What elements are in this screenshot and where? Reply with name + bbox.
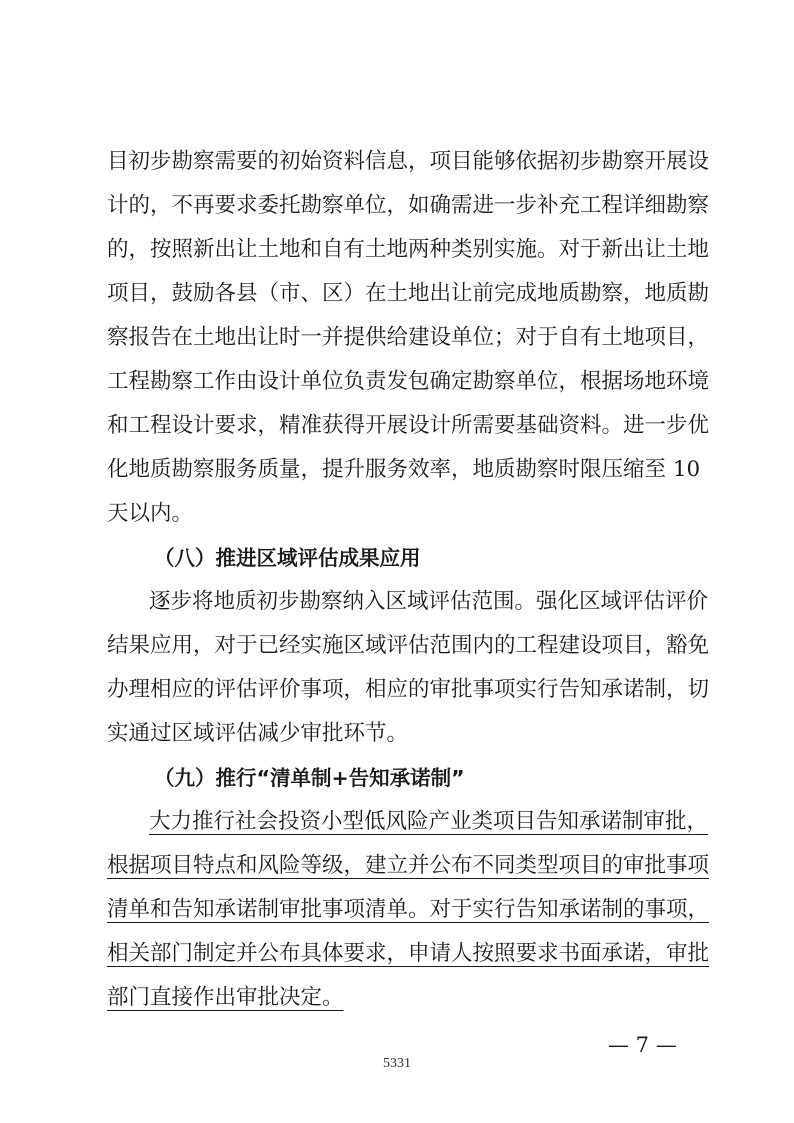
paragraph-line: 办理相应的评估评价事项，相应的审批事项实行告知承诺制，切 — [107, 677, 710, 702]
paragraph-line: 天以内。 — [107, 501, 194, 526]
paragraph-line: 察报告在土地出让时一并提供给建设单位；对于自有土地项目， — [107, 325, 710, 350]
section-heading: （九）推行“清单制+告知承诺制” — [154, 766, 465, 790]
paragraph-line: 目初步勘察需要的初始资料信息，项目能够依据初步勘察开展设 — [107, 149, 710, 174]
paragraph-line: 实通过区域评估减少审批环节。 — [107, 721, 409, 746]
paragraph-line: 计的，不再要求委托勘察单位，如确需进一步补充工程详细勘察 — [107, 193, 710, 218]
paragraph-line — [149, 807, 709, 837]
section-heading: （八）推进区域评估成果应用 — [154, 546, 421, 570]
paragraph-line: 逐步将地质初步勘察纳入区域评估范围。强化区域评估评价 — [149, 589, 709, 614]
underlined-text: 清单和告知承诺制审批事项清单。对于实行告知承诺制的事项， — [107, 897, 710, 922]
underlined-text: 部门直接作出审批决定。 — [107, 985, 344, 1010]
paragraph-line — [107, 983, 697, 1013]
paragraph-line: 工程勘察工作由设计单位负责发包确定勘察单位，根据场地环境 — [107, 369, 710, 394]
paragraph-line: 和工程设计要求，精准获得开展设计所需要基础资料。进一步优 — [107, 413, 710, 438]
paragraph-line — [107, 939, 710, 969]
paragraph-line — [107, 851, 710, 881]
paragraph-line: 项目，鼓励各县（市、区）在土地出让前完成地质勘察，地质勘 — [107, 281, 710, 306]
paragraph-line: 的，按照新出让土地和自有土地两种类别实施。对于新出让土地 — [107, 237, 710, 262]
underlined-text: 大力推行社会投资小型低风险产业类项目告知承诺制审批， — [149, 809, 709, 834]
underlined-text: 根据项目特点和风险等级，建立并公布不同类型项目的审批事项 — [107, 853, 710, 878]
page-number: — 7 — — [608, 1033, 677, 1057]
document-code: 5331 — [383, 1056, 411, 1071]
paragraph-line: 结果应用，对于已经实施区域评估范围内的工程建设项目，豁免 — [107, 633, 710, 658]
paragraph-line: 化地质勘察服务质量，提升服务效率，地质勘察时限压缩至 10 — [107, 457, 701, 482]
paragraph-line — [107, 895, 710, 925]
underlined-text: 相关部门制定并公布具体要求，申请人按照要求书面承诺，审批 — [107, 941, 710, 966]
